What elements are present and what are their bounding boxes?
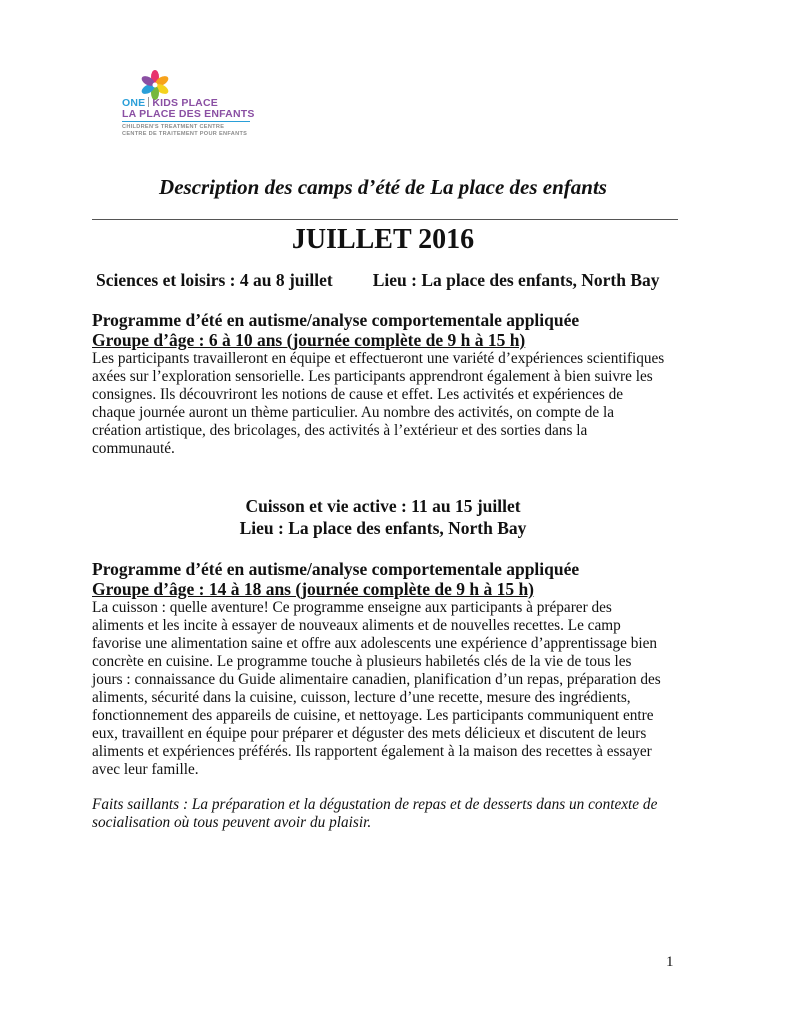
logo-rule <box>122 121 250 122</box>
camp1-line: création artistique, des bricolages, des activités à l’extérieur et des sorties dans la <box>92 422 588 439</box>
camp1-age-group: Groupe d’âge : 6 à 10 ans (journée complète de 9 h à 15 h) <box>92 330 526 350</box>
camp2-line: fonctionnement des appareils de cuisine, et nettoyage. Les participants communiquent entre <box>92 707 654 724</box>
document-title: Description des camps d’été de La place des enfants <box>159 175 607 199</box>
camp2-line: avec leur famille. <box>92 761 199 778</box>
camp1-description <box>92 350 692 458</box>
camp2-description <box>92 599 692 779</box>
logo <box>120 68 270 140</box>
title-divider <box>92 219 678 220</box>
camp1-header <box>96 270 660 291</box>
page-number: 1 <box>666 954 674 970</box>
camp2-program: Programme d’été en autisme/analyse comportementale appliquée <box>92 559 580 579</box>
pinwheel-logo-icon <box>140 70 170 100</box>
logo-line-4: CENTRE DE TRAITEMENT POUR ENFANTS <box>122 131 248 137</box>
highlights-line: socialisation où tous peuvent avoir du plaisir. <box>92 814 372 831</box>
camp1-dates: Sciences et loisirs : 4 au 8 juillet <box>96 270 333 290</box>
highlights-line: Faits saillants : La préparation et la dégustation de repas et de desserts dans un contexte de <box>92 796 658 813</box>
camp2-location: Lieu : La place des enfants, North Bay <box>239 518 527 538</box>
camp1-line: communauté. <box>92 440 175 457</box>
camp2-dates: Cuisson et vie active : 11 au 15 juillet <box>245 496 521 516</box>
camp2-line: aliments et expériences préférés. Ils rapportent également à la maison des recettes à essayer <box>92 743 652 760</box>
month-heading: JUILLET 2016 <box>291 224 475 255</box>
logo-line-3: CHILDREN'S TREATMENT CENTRE <box>122 124 225 130</box>
camp1-line: chaque journée auront un thème particulier. Au nombre des activités, on compte de la <box>92 404 615 421</box>
camp2-line: concrète en cuisine. Le programme touche à plusieurs habiletés clés de la vie de tous les <box>92 653 632 670</box>
camp1-location: Lieu : La place des enfants, North Bay <box>372 270 660 290</box>
logo-line-2: LA PLACE DES ENFANTS <box>122 108 255 120</box>
camp1-program: Programme d’été en autisme/analyse comportementale appliquée <box>92 310 580 330</box>
logo-kids-place: KIDS PLACE <box>152 97 218 109</box>
camp2-line: La cuisson : quelle aventure! Ce programme enseigne aux participants à préparer des <box>92 599 612 616</box>
camp2-age-group: Groupe d’âge : 14 à 18 ans (journée complète de 9 h à 15 h) <box>92 579 535 599</box>
camp2-line: aliments et les incite à essayer de nouveaux aliments et de nouvelles recettes. Le camp <box>92 617 621 634</box>
camp1-line: consignes. Ils découvriront les notions de cause et effet. Les activités et expériences de <box>92 386 624 403</box>
camp2-line: eux, travaillent en équipe pour préparer et déguster des mets délicieux et discutent de leurs <box>92 725 647 742</box>
camp2-line: favorise une alimentation saine et offre aux adolescents une expérience d’apprentissage bien <box>92 635 658 652</box>
camp1-line: axées sur l’exploration sensorielle. Les participants apprendront également à bien suivre les <box>92 368 653 385</box>
camp2-highlights <box>92 796 692 832</box>
camp1-line: Les participants travailleront en équipe et effectueront une variété d’expériences scientifiques <box>92 350 665 367</box>
camp2-header <box>90 495 676 539</box>
camp2-line: jours : connaissance du Guide alimentaire canadien, planification d’un repas, préparation des <box>92 671 661 688</box>
camp2-line: aliments, sécurité dans la cuisine, cuisson, lecture d’une recette, mesure des ingrédients, <box>92 689 631 706</box>
logo-one: ONE <box>122 97 146 109</box>
